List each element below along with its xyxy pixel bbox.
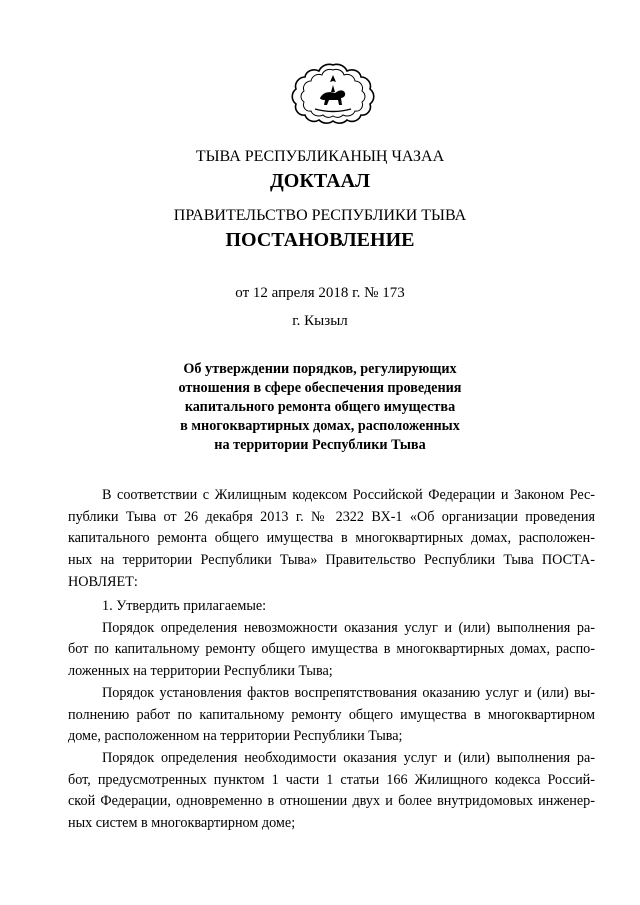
body-line: ложенных на территории Республики Тыва; bbox=[68, 663, 333, 680]
item-1-section bbox=[68, 596, 595, 835]
header-resolution: ПОСТАНОВЛЕНИЕ bbox=[225, 229, 415, 251]
body-line: Порядок определения необходимости оказания услуг и (или) выполнения ра- bbox=[102, 749, 595, 766]
body-line: бот по капитальному ремонту общего имущества в многоквартирных домах, распо- bbox=[68, 641, 595, 658]
body-line: Порядок установления фактов воспрепятствования оказанию услуг и (или) вы- bbox=[102, 684, 595, 701]
body-line: публики Тыва от 26 декабря 2013 г. № 2322 ВХ-1 «Об организации проведения bbox=[68, 508, 595, 525]
title-line: Об утверждении порядков, регулирующих bbox=[183, 361, 457, 377]
preamble-paragraph bbox=[68, 485, 595, 594]
document-date: от 12 апреля 2018 г. № 173 bbox=[235, 285, 405, 301]
body-line: ных на территории Республики Тыва» Правительство Республики Тыва ПОСТА- bbox=[68, 552, 595, 569]
header-government: ПРАВИТЕЛЬСТВО РЕСПУБЛИКИ ТЫВА bbox=[173, 207, 467, 224]
title-line: отношения в сфере обеспечения проведения bbox=[178, 380, 462, 396]
title-line: в многоквартирных домах, расположенных bbox=[180, 418, 460, 434]
header-doktaal: ДОКТААЛ bbox=[270, 170, 370, 192]
body-line: капитального ремонта общего имущества в многоквартирных домах, расположен- bbox=[68, 530, 595, 547]
header-tyva-government: ТЫВА РЕСПУБЛИКАНЫҢ ЧАЗАА bbox=[195, 148, 445, 165]
body-line: Порядок определения невозможности оказания услуг и (или) выполнения ра- bbox=[102, 619, 595, 636]
body-line: полнению работ по капитальному ремонту общего имущества в многоквартирном bbox=[68, 706, 595, 723]
body-line: доме, расположенном на территории Республики Тыва; bbox=[68, 728, 403, 745]
body-line: 1. Утвердить прилагаемые: bbox=[102, 598, 267, 614]
tuva-emblem-icon bbox=[287, 62, 379, 124]
body-line: ской Федерации, одновременно в отношении двух и более внутридомовых инженер- bbox=[68, 793, 595, 810]
title-line: на территории Республики Тыва bbox=[214, 437, 426, 453]
body-line: бот, предусмотренных пунктом 1 части 1 статьи 166 Жилищного кодекса Россий- bbox=[68, 771, 595, 788]
title-line: капитального ремонта общего имущества bbox=[184, 399, 456, 415]
body-line: НОВЛЯЕТ: bbox=[68, 573, 138, 590]
document-title bbox=[0, 360, 640, 455]
body-line: ных систем в многоквартирном доме; bbox=[68, 815, 296, 832]
document-city: г. Кызыл bbox=[292, 313, 348, 329]
body-line: В соответствии с Жилищным кодексом Российской Федерации и Законом Рес- bbox=[102, 487, 595, 503]
